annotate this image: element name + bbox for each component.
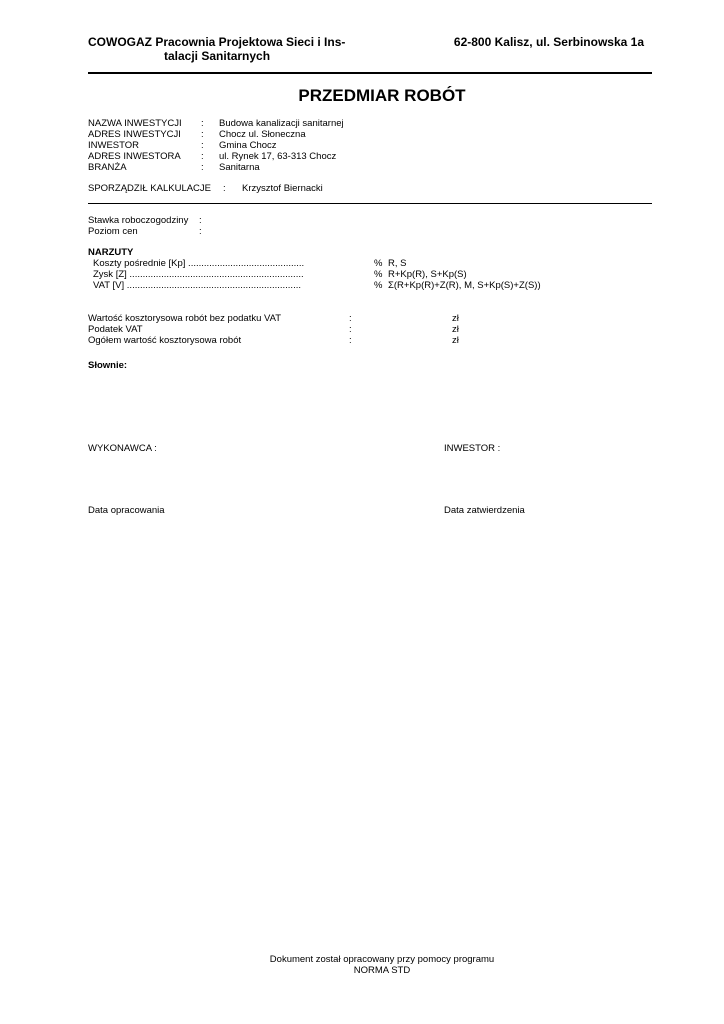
surcharges-heading: NARZUTY [88,247,134,258]
surcharge-formula: Σ(R+Kp(R)+Z(R), M, S+Kp(S)+Z(S)) [388,280,541,291]
info-value: Budowa kanalizacji sanitarnej [219,118,344,129]
info-value: Sanitarna [219,162,260,173]
total-unit: zł [452,324,459,335]
info-separator: : [201,162,204,173]
surcharge-label: Koszty pośrednie [Kp] ............................................ [93,258,305,269]
total-unit: zł [452,313,459,324]
contractor-label: WYKONAWCA : [88,443,157,454]
info-label: ADRES INWESTORA [88,151,181,162]
company-name-line2: talacji Sanitarnych [164,49,271,63]
surcharge-percent: % [374,269,383,280]
info-separator: : [201,151,204,162]
date-prepared-label: Data opracowania [88,505,165,516]
info-separator: : [201,140,204,151]
surcharge-percent: % [374,280,383,291]
price-level-separator: : [199,226,202,237]
total-label: Wartość kosztorysowa robót bez podatku VAT [88,313,282,324]
in-words-label: Słownie: [88,360,128,371]
page-title: PRZEDMIAR ROBÓT [298,86,466,105]
info-separator: : [201,129,204,140]
info-value: Chocz ul. Słoneczna [219,129,306,140]
price-level-label: Poziom cen [88,226,138,237]
info-value: Gmina Chocz [219,140,277,151]
info-divider [88,203,652,204]
header-divider [88,72,652,74]
surcharge-label: VAT [V] .................................................................. [93,280,301,291]
total-label: Ogółem wartość kosztorysowa robót [88,335,242,346]
info-label: ADRES INWESTYCJI [88,129,181,140]
footer-line2: NORMA STD [353,965,411,976]
prepared-by-label: SPORZĄDZIŁ KALKULACJE [88,183,212,194]
investor-label: INWESTOR : [444,443,501,454]
total-colon: : [349,313,352,324]
date-approved-label: Data zatwierdzenia [444,505,525,516]
company-name-line1: COWOGAZ Pracownia Projektowa Sieci i Ins- [88,35,346,49]
hourly-rate-separator: : [199,215,202,226]
company-address: 62-800 Kalisz, ul. Serbinowska 1a [453,35,644,49]
surcharge-formula: R+Kp(R), S+Kp(S) [388,269,467,280]
info-label: BRANŻA [88,162,127,173]
surcharge-label: Zysk [Z] .................................................................. [93,269,304,280]
footer-line1: Dokument został opracowany przy pomocy programu [269,954,495,965]
total-label: Podatek VAT [88,324,143,335]
info-separator: : [201,118,204,129]
info-label: INWESTOR [88,140,140,151]
hourly-rate-label: Stawka roboczogodziny [88,215,189,226]
info-value: ul. Rynek 17, 63-313 Chocz [219,151,337,162]
surcharge-percent: % [374,258,383,269]
surcharge-formula: R, S [388,258,407,269]
info-separator: : [223,183,226,194]
total-colon: : [349,324,352,335]
prepared-by-value: Krzysztof Biernacki [242,183,323,194]
total-colon: : [349,335,352,346]
info-label: NAZWA INWESTYCJI [88,118,182,129]
total-unit: zł [452,335,459,346]
